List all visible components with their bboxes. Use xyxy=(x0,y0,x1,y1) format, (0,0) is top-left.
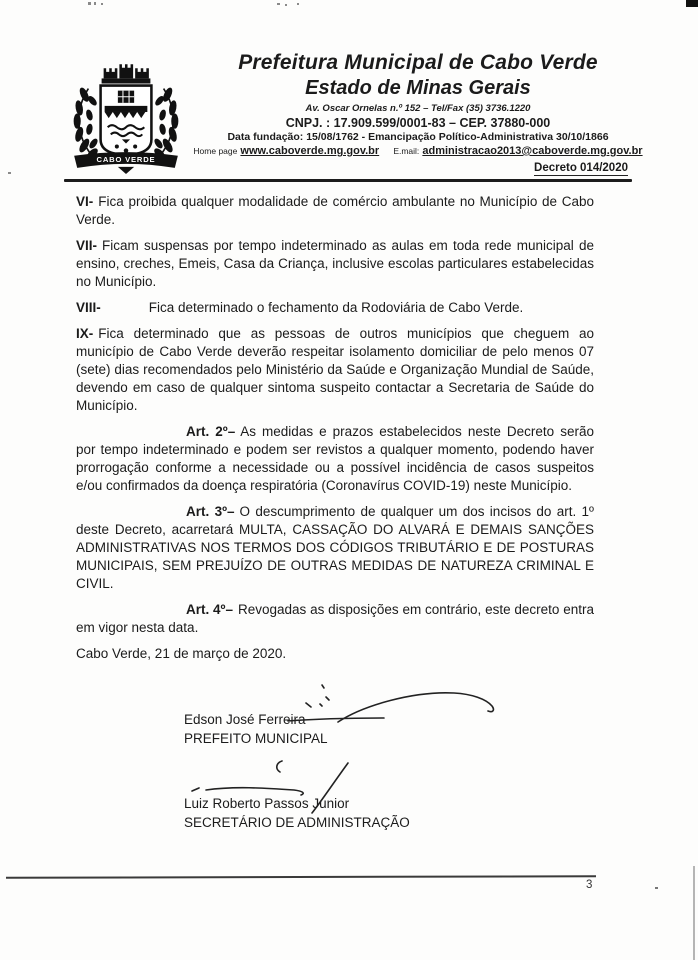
contact-line xyxy=(186,144,650,159)
signer-role: SECRETÁRIO DE ADMINISTRAÇÃO xyxy=(184,814,410,830)
inciso-vii xyxy=(76,237,594,291)
scan-speck xyxy=(655,887,658,889)
scan-speck xyxy=(277,3,280,5)
decree-body xyxy=(76,193,594,832)
dateline: Cabo Verde, 21 de março de 2020. xyxy=(76,646,287,661)
inciso-viii xyxy=(76,299,594,317)
article-3 xyxy=(76,503,594,593)
scan-speck xyxy=(88,2,91,5)
scan-speck xyxy=(8,172,11,174)
coat-of-arms-icon xyxy=(66,52,186,174)
scan-speck xyxy=(94,2,96,5)
page-title: Prefeitura Municipal de Cabo Verde xyxy=(238,51,598,74)
inciso-text: Ficam suspensas por tempo indeterminado as aulas em toda rede municipal de ensino, creches, Emeis, Casa da Criança, inclusive escolas particulares estabelecidas no Município. xyxy=(76,238,594,289)
scan-speck xyxy=(285,4,287,6)
page-subtitle: Estado de Minas Gerais xyxy=(305,77,531,99)
letterhead xyxy=(186,50,650,159)
homepage-url: www.caboverde.mg.gov.br xyxy=(240,145,380,157)
inciso-text: Fica determinado o fechamento da Rodoviária de Cabo Verde. xyxy=(148,300,524,315)
homepage-label: Home page xyxy=(193,146,238,156)
inciso-vi xyxy=(76,193,594,229)
decree-reference: Decreto 014/2020 xyxy=(534,162,628,174)
scan-corner-artifact xyxy=(686,0,698,7)
page-number: 3 xyxy=(586,879,593,891)
email-label: E.mail: xyxy=(393,146,420,156)
article-2 xyxy=(76,423,594,495)
article-4 xyxy=(76,601,594,637)
email-address: administracao2013@caboverde.mg.gov.br xyxy=(422,145,643,157)
article-number: Art. 3º– xyxy=(186,504,235,519)
inciso-number: VI- xyxy=(76,194,94,209)
inciso-text: Fica proibida qualquer modalidade de comércio ambulante no Município de Cabo Verde. xyxy=(76,194,594,227)
cnpj-line: CNPJ. : 17.909.599/0001-83 – CEP. 37880-000 xyxy=(285,116,551,130)
scan-speck xyxy=(101,3,103,5)
scan-speck xyxy=(297,3,299,5)
inciso-number: IX- xyxy=(76,326,94,341)
signature-block-prefeito xyxy=(184,711,594,748)
article-number: Art. 4º– xyxy=(186,602,233,617)
signature-block-secretario xyxy=(184,795,594,832)
inciso-number: VII- xyxy=(76,238,98,253)
inciso-ix xyxy=(76,325,594,415)
signer-name: Luiz Roberto Passos Junior xyxy=(184,796,350,811)
coat-banner-text: CABO VERDE xyxy=(96,154,156,164)
header-divider xyxy=(64,179,632,182)
article-text: As medidas e prazos estabelecidos neste Decreto serão por tempo indeterminado e podem ser revistos a qualquer momento, podendo haver prorrogação conforme a necessidade ou a possível incidência de casos suspeitos e/ou confirmados da doença respiratória (Coronavírus COVID-19) neste Município. xyxy=(76,424,594,493)
article-text: O descumprimento de qualquer um dos incisos do art. 1º deste Decreto, acarretará MULTA, CASSAÇÃO DO ALVARÁ E DEMAIS SANÇÕES ADMINISTRATIVAS NOS TERMOS DOS CÓDIGOS TRIBUTÁRIO E DE POSTURAS MUNICIPAIS, SEM PREJUÍZO DE OUTRAS MEDIDAS DE NATUREZA CRIMINAL E CIVIL. xyxy=(76,504,594,591)
address-line: Av. Oscar Ornelas n.º 152 – Tel/Fax (35) 3736.1220 xyxy=(305,103,531,114)
scan-edge-line xyxy=(693,866,695,960)
article-text: Revogadas as disposições em contrário, este decreto entra em vigor nesta data. xyxy=(76,602,594,635)
footer-divider xyxy=(6,875,596,879)
article-number: Art. 2º– xyxy=(186,424,236,439)
inciso-number: VIII- xyxy=(76,300,101,315)
signer-name: Edson José Ferreira xyxy=(184,712,306,727)
signer-role: PREFEITO MUNICIPAL xyxy=(184,730,328,746)
inciso-text: Fica determinado que as pessoas de outros municípios que cheguem ao município de Cabo Verde deverão respeitar isolamento domiciliar de pelo menos 07 (sete) dias recomendados pelo Ministério da Saúde e Organização Mundial de Saúde, devendo em caso de qualquer sintoma suspeito contactar a Secretaria de Saúde do Município. xyxy=(76,326,594,413)
foundation-line: Data fundação: 15/08/1762 - Emancipação Político-Administrativa 30/10/1866 xyxy=(227,131,609,143)
